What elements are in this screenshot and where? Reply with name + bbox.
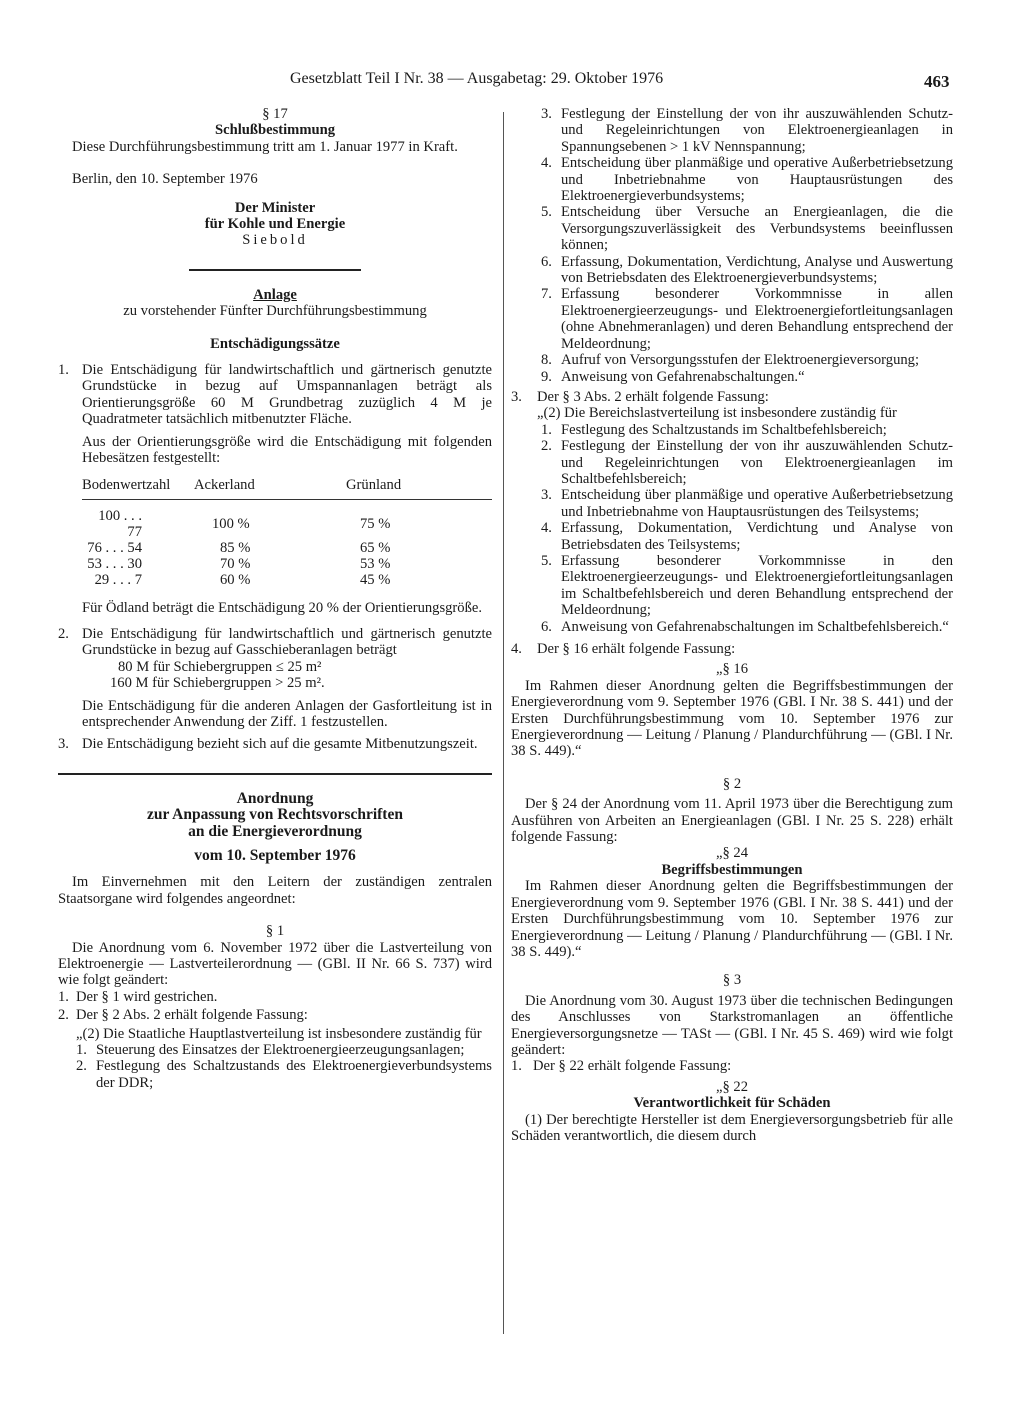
item-number: 2.: [76, 1058, 87, 1075]
section-2-text: Der § 24 der Anordnung vom 11. April 1973 über die Berechtigung zum Ausführen von Arbeiten an Energieanlagen (GBl. I Nr. 25 S. 228) erhält folgende Fassung:: [511, 796, 953, 846]
item-text: Anweisung von Gefahrenabschaltungen.“: [561, 368, 805, 385]
item-text: Festlegung des Schaltzustands des Elektroenergieverbundsystems der DDR;: [96, 1058, 492, 1091]
item-number: 3.: [541, 487, 552, 504]
item-text: Festlegung des Schaltzustands im Schaltbefehlsbereich;: [561, 421, 887, 438]
table-cell: 100 %: [212, 515, 250, 532]
item-number: 5.: [541, 552, 552, 569]
section-17-title: Schlußbestimmung: [214, 122, 336, 139]
running-head: Gesetzblatt Teil I Nr. 38 — Ausgabetag: 29. Oktober 1976: [290, 70, 664, 87]
list-item: [76, 1058, 492, 1091]
item-text: Der § 3 Abs. 2 erhält folgende Fassung:: [537, 388, 769, 405]
ordinance-title: an die Energieverordnung: [188, 822, 362, 840]
table-header-row: [82, 477, 492, 493]
left-column: [58, 106, 492, 1091]
item-number: 6.: [541, 253, 552, 270]
list-item: [511, 254, 953, 287]
item-number: 4.: [541, 155, 552, 172]
quoted-text: „(2) Die Bereichslastverteilung ist insbesondere zuständig für: [537, 405, 897, 422]
list-item: [58, 362, 492, 616]
list-item: [511, 438, 953, 487]
item-text: 80 M für Schiebergruppen ≤ 25 m²: [118, 658, 322, 675]
table-cell: 70 %: [220, 555, 251, 572]
column-header: Ackerland: [194, 476, 255, 493]
item-number: 8.: [541, 352, 552, 369]
quoted-section-22-text: (1) Der berechtigte Hersteller ist dem Energieversorgungsbetrieb für alle Schäden verantwortlich, die diesem durch: [511, 1111, 953, 1144]
quoted-section-24-text: Im Rahmen dieser Anordnung gelten die Begriffsbestimmungen der Energieverordnung vom 9. September 1976 (GBl. I Nr. 38 S. 441) und der Ersten Durchführungsbestimmung vom 10. September 1976 zur Energieverordnung — Leitung / Planung / Plandurchführung — (GBl. I Nr. 38 S. 449).“: [511, 878, 953, 960]
numbered-list: [511, 106, 953, 385]
table-cell: 85 %: [220, 539, 251, 556]
numbered-list: [511, 422, 953, 635]
list-item: [511, 106, 953, 155]
list-item: [511, 487, 953, 520]
item-text: Erfassung besonderer Vorkommnisse in den Elektroenergieerzeugungs- und Elektroenergiefortleitungsanlagen im Schaltbefehlsbereich und deren Behandlung entsprechend der Meldeordnung;: [561, 552, 953, 619]
rates-table: [82, 477, 492, 588]
item-text: Die Entschädigung bezieht sich auf die gesamte Mitbenutzungszeit.: [82, 736, 478, 753]
item-number: 1.: [58, 362, 69, 379]
quoted-section-22-heading: „§ 22: [715, 1078, 749, 1095]
item-text: Erfassung besonderer Vorkommnisse in allen Elektroenergieerzeugungs- und Elektroenergiefortleitungsanlagen (ohne Abnehmeranlagen) und deren Behandlung entsprechend der Meldeordnung;: [561, 286, 953, 352]
item-text: Der § 22 erhält folgende Fassung:: [533, 1058, 732, 1075]
item-number: 2.: [58, 1007, 69, 1024]
right-column: [511, 106, 953, 1144]
item-text: Entscheidung über planmäßige und operative Außerbetriebsetzung und Inbetriebnahme von Hauptausrüstungen des Elektroenergieverbundsystems;: [561, 155, 953, 205]
column-header: Grünland: [346, 476, 402, 493]
item-number: 9.: [541, 368, 552, 385]
item-text: 160 M für Schiebergruppen > 25 m².: [110, 675, 325, 692]
signer-name: Siebold: [242, 232, 308, 249]
item-number: 1.: [511, 1058, 522, 1075]
quoted-text: „(2) Die Staatliche Hauptlastverteilung ist insbesondere zuständig für: [76, 1025, 482, 1042]
quoted-section-24-heading: „§ 24: [715, 845, 749, 862]
anlage-subtitle: zu vorstehender Fünfter Durchführungsbestimmung: [123, 303, 427, 320]
item-number: 4.: [541, 520, 552, 537]
item-text: Steuerung des Einsatzes der Elektroenergieerzeugungsanlagen;: [96, 1042, 465, 1059]
item-text: Festlegung der Einstellung der von ihr auszuwählenden Schutz- und Regeleinrichtungen von Elektroenergieanlagen im Schaltbefehlsbereich;: [561, 438, 953, 487]
list-item: [511, 389, 953, 422]
section-3-heading: § 3: [722, 972, 742, 989]
item-text: Die Entschädigung für landwirtschaftlich und gärtnerisch genutzte Grundstücke in bezug auf Gasschieberanlagen beträgt: [82, 625, 492, 659]
table-row: [82, 572, 492, 588]
list-item: [511, 520, 953, 553]
column-header: Bodenwertzahl: [82, 476, 171, 493]
quoted-section-16-heading: „§ 16: [715, 661, 749, 678]
list-item: [511, 619, 953, 635]
item-text: Erfassung, Dokumentation, Verdichtung, Analyse und Auswertung von Betriebsdaten des Elektroenergieverbundsystems;: [561, 253, 953, 287]
signer-title-line1: Der Minister: [234, 199, 316, 216]
item-number: 7.: [541, 286, 552, 303]
table-cell: 53 . . . 30: [87, 555, 142, 572]
item-text: Für Ödland beträgt die Entschädigung 20 % der Orientierungsgröße.: [82, 599, 483, 616]
section-1-heading: § 1: [265, 923, 285, 940]
list-item: [511, 553, 953, 619]
item-text: Entscheidung über planmäßige und operative Außerbetriebsetzung und Inbetriebnahme von Hauptausrüstungen des Teilsystems;: [561, 487, 953, 520]
list-item: [511, 204, 953, 253]
list-item: [58, 626, 492, 730]
quoted-section-24-title: Begriffsbestimmungen: [661, 861, 803, 878]
list-item: [511, 422, 953, 438]
ordinance-title: Anordnung: [236, 789, 314, 807]
page-number: 463: [924, 72, 950, 91]
list-item: [511, 286, 953, 352]
list-item: [511, 369, 953, 385]
quoted-section-16-text: Im Rahmen dieser Anordnung gelten die Begriffsbestimmungen der Energieverordnung vom 9. September 1976 (GBl. I Nr. 38 S. 441) und der Ersten Durchführungsbestimmung vom 10. September 1976 zur Energieverordnung — Leitung / Planung / Plandurchführung — (GBl. I Nr. 38 S. 449).“: [511, 677, 953, 760]
item-number: 1.: [58, 988, 69, 1005]
column-divider: [503, 112, 504, 1334]
quoted-section-22-title: Verantwortlichkeit für Schäden: [633, 1095, 831, 1112]
rates-title: Entschädigungssätze: [210, 335, 340, 352]
item-number: 3.: [511, 388, 522, 405]
section-1-text: Die Anordnung vom 6. November 1972 über die Lastverteilung von Elektroenergie — Lastverteilerordnung — (GBl. II Nr. 66 S. 737) wird wie folgt geändert:: [58, 939, 492, 989]
item-text: Erfassung, Dokumentation, Verdichtung und Analyse von Betriebsdaten des Teilsystems;: [561, 520, 953, 553]
item-number: 2.: [58, 625, 69, 642]
item-text: Die Entschädigung für landwirtschaftlich und gärtnerisch genutzte Grundstücke in bezug auf Umspannanlagen beträgt als Orientierungsgröße 60 M Grundbetrag zuzüglich 4 M je Quadratmeter tatsächlich mitbenutzter Fläche.: [82, 362, 492, 428]
item-text: Aus der Orientierungsgröße wird die Entschädigung mit folgenden Hebesätzen festgestellt:: [82, 433, 492, 467]
table-cell: 100 . . . 77: [98, 507, 142, 540]
ordinance-date: vom 10. September 1976: [194, 846, 356, 864]
list-item: [76, 1042, 492, 1058]
item-text: Aufruf von Versorgungsstufen der Elektroenergieversorgung;: [561, 352, 920, 369]
item-text: Der § 2 Abs. 2 erhält folgende Fassung:: [76, 1007, 308, 1024]
list-item: [511, 155, 953, 204]
place-date: Berlin, den 10. September 1976: [72, 171, 258, 188]
section-2-heading: § 2: [722, 775, 742, 792]
list-item: [511, 1058, 953, 1074]
item-number: 1.: [541, 421, 552, 438]
section-17-heading: § 17: [262, 106, 288, 122]
item-number: 5.: [541, 204, 552, 221]
list-item: [511, 352, 953, 368]
item-text: Anweisung von Gefahrenabschaltungen im Schaltbefehlsbereich.“: [561, 618, 949, 635]
item-number: 3.: [541, 106, 552, 122]
item-text: Der § 16 erhält folgende Fassung:: [537, 641, 736, 657]
signer-title-line2: für Kohle und Energie: [204, 216, 346, 233]
list-item: [511, 641, 953, 657]
table-row: [82, 540, 492, 556]
table-row: [82, 508, 492, 540]
table-cell: 60 %: [220, 571, 251, 588]
list-item: [58, 989, 492, 1005]
table-row: [82, 556, 492, 572]
table-cell: 29 . . . 7: [94, 571, 142, 588]
table-cell: 65 %: [360, 539, 391, 556]
item-number: 4.: [511, 641, 522, 657]
ordinance-intro: Im Einvernehmen mit den Leitern der zuständigen zentralen Staatsorgane wird folgendes angeordnet:: [58, 874, 492, 907]
section-3-text: Die Anordnung vom 30. August 1973 über die technischen Bedingungen des Anschlusses von Starkstromanlagen an öffentliche Energieversorgungsnetze — TASt — (GBl. I Nr. 45 S. 469) wird wie folgt geändert:: [511, 992, 953, 1058]
item-text: Entscheidung über Versuche an Energieanlagen, die die Versorgungszuverlässigkeit des Verbundsystems beeinflussen können;: [561, 204, 953, 254]
table-cell: 45 %: [360, 571, 391, 588]
section-17-text: Diese Durchführungsbestimmung tritt am 1. Januar 1977 in Kraft.: [72, 138, 458, 155]
anlage-title: Anlage: [253, 286, 297, 303]
item-text: Festlegung der Einstellung der von ihr auszuwählenden Schutz- und Regeleinrichtungen von Elektroenergieanlagen in Spannungsebenen > 1 kV Nennspannung;: [561, 106, 953, 155]
list-item: [58, 1007, 492, 1091]
item-number: 6.: [541, 618, 552, 635]
item-number: 3.: [58, 736, 69, 753]
item-text: Die Entschädigung für die anderen Anlagen der Gasfortleitung ist in entsprechender Anwendung der Ziff. 1 festzustellen.: [82, 697, 492, 730]
table-cell: 53 %: [360, 555, 391, 572]
list-item: [58, 736, 492, 752]
ordinance-title: zur Anpassung von Rechtsvorschriften: [147, 806, 403, 824]
item-number: 2.: [541, 438, 552, 455]
item-number: 1.: [76, 1042, 87, 1059]
table-cell: 76 . . . 54: [87, 539, 142, 556]
table-cell: 75 %: [360, 515, 391, 532]
item-text: Der § 1 wird gestrichen.: [76, 988, 218, 1005]
